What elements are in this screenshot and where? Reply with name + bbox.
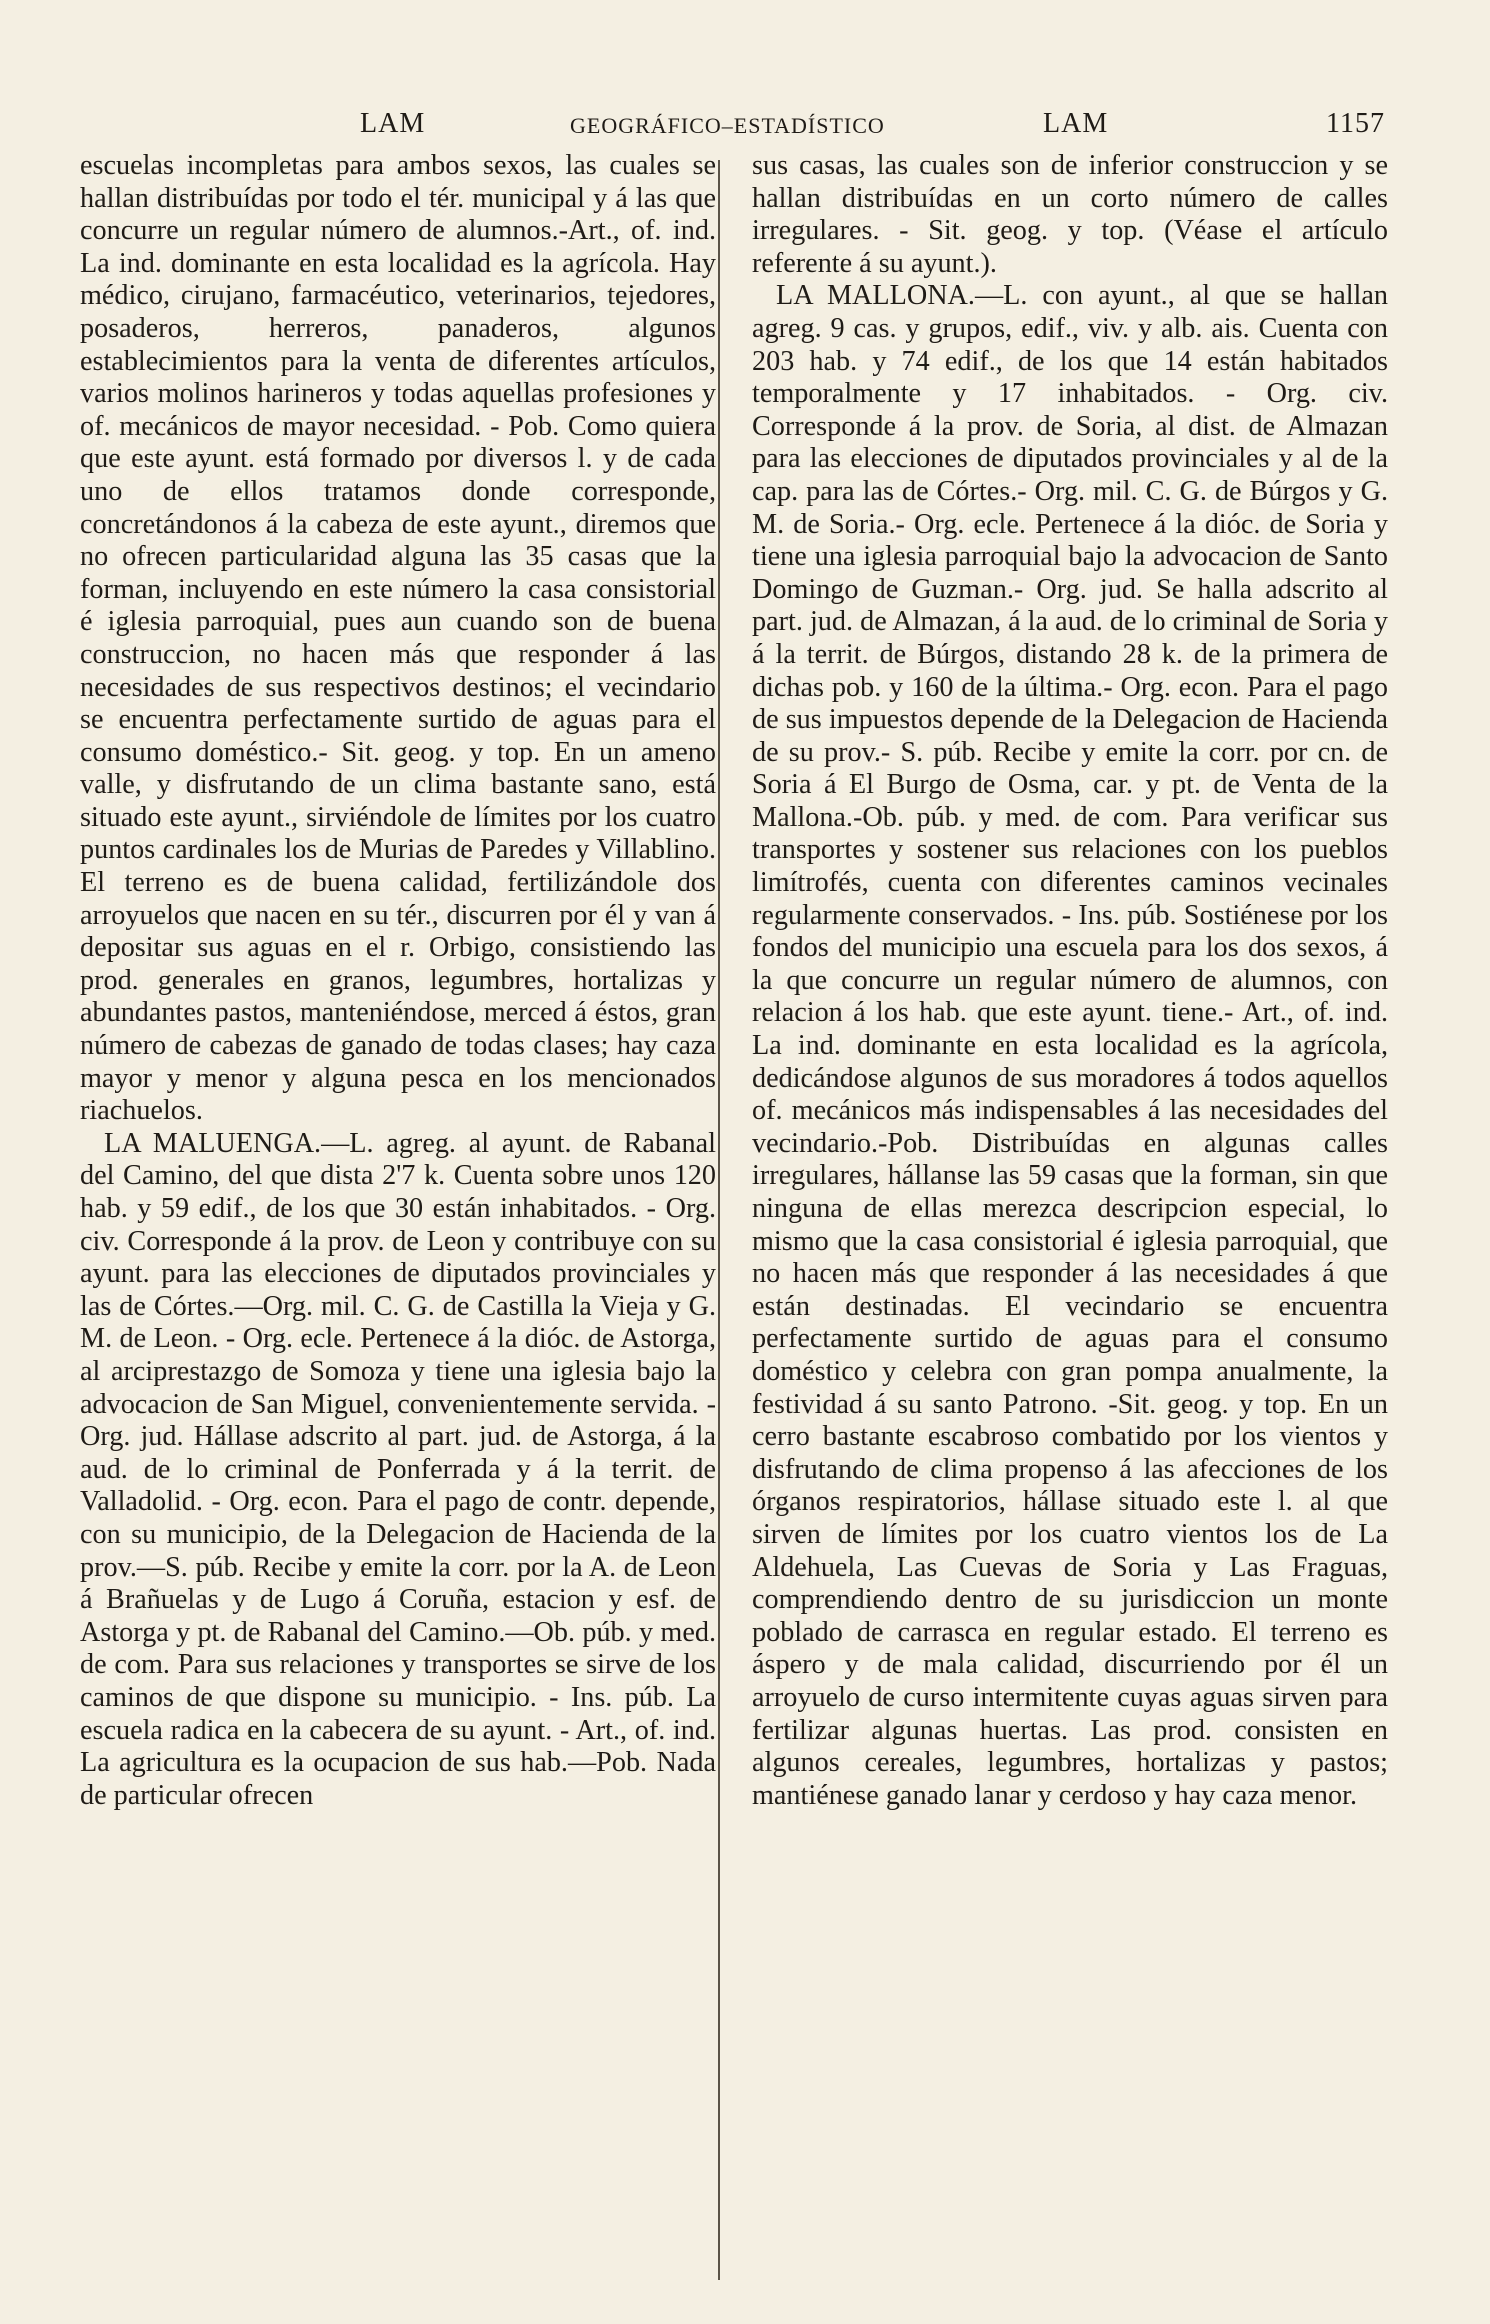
header-title: GEOGRÁFICO–ESTADÍSTICO xyxy=(570,113,885,138)
header-left-word: LAM xyxy=(360,108,426,139)
right-paragraph: LA MALLONA.—L. con ayunt., al que se hallan agreg. 9 cas. y grupos, edif., viv. y alb. ais. Cuenta con 203 hab. y 74 edif., de los que 14 están habitados temporalmente y 17 inhabitados. - Org. civ. Corresponde á la prov. de Soria, al dist. de Almazan para las elecciones de diputados provinciales y al de la cap. para las de Córtes.- Org. mil. C. G. de Búrgos y G. M. de Soria.- Org. ecle. Pertenece á la dióc. de Soria y tiene una iglesia parroquial bajo la advocacion de Santo Domingo de Guzman.- Org. jud. Se halla adscrito al part. jud. de Almazan, á la aud. de lo criminal de Soria y á la territ. de Búrgos, distando 28 k. de la primera de dichas pob. y 160 de la última.- Org. econ. Para el pago de sus impuestos depende de la Delegacion de Hacienda de su prov.- S. púb. Recibe y emite la corr. por cn. de Soria á El Burgo de Osma, car. y pt. de Venta de la Mallona.-Ob. púb. y med. de com. Para verificar sus transportes y sostener sus relaciones con los pueblos limítrofés, cuenta con diferentes caminos vecinales regularmente conservados. - Ins. púb. Sostiénese por los fondos del municipio una escuela para los dos sexos, á la que concurre un regular número de alumnos, con relacion á los hab. que este ayunt. tiene.- Art., of. ind. La ind. dominante en esta localidad es la agrícola, dedicándose algunos de sus moradores á todos aquellos of. mecánicos más indispensables á las necesidades del vecindario.-Pob. Distribuídas en algunas calles irregulares, hállanse las 59 casas que la forman, sin que ninguna de ellas merezca descripcion especial, lo mismo que la casa consistorial é iglesia parroquial, que no hacen más que responder á las necesidades á que están destinadas. El vecindario se encuentra perfectamente surtido de aguas para el consumo doméstico y celebra con gran pompa anualmente, la festividad á su santo Patrono. -Sit. geog. y top. En un cerro bastante escabroso combatido por los vientos y disfrutando de clima propenso á las afecciones de los órganos respiratorios, hállase situado este l. al que sirven de límites por los cuatro vientos los de La Aldehuela, Las Cuevas de Soria y Las Fraguas, comprendiendo dentro de su jurisdiccion un monte poblado de carrasca en regular estado. El terreno es áspero y de mala calidad, discurriendo por él un arroyuelo de curso intermitente cuyas aguas sirven para fertilizar algunas huertas. Las prod. consisten en algunos cereales, legumbres, hortalizas y pastos; mantiénese ganado lanar y cerdoso y hay caza menor. xyxy=(752,280,1388,1811)
left-column xyxy=(80,150,716,1812)
left-paragraph: escuelas incompletas para ambos sexos, las cuales se hallan distribuídas por todo el tér. municipal y á las que concurre un regular número de alumnos.-Art., of. ind. La ind. dominante en esta localidad es la agrícola. Hay médico, cirujano, farmacéutico, veterinarios, tejedores, posaderos, herreros, panaderos, algunos establecimientos para la venta de diferentes artículos, varios molinos harineros y todas aquellas profesiones y of. mecánicos de mayor necesidad. - Pob. Como quiera que este ayunt. está formado por diversos l. y de cada uno de ellos tratamos donde corresponde, concretándonos á la cabeza de este ayunt., diremos que no ofrecen particularidad alguna las 35 casas que la forman, incluyendo en este número la casa consistorial é iglesia parroquial, pues aun cuando son de buena construccion, no hacen más que responder á las necesidades de sus respectivos destinos; el vecindario se encuentra perfectamente surtido de aguas para el consumo doméstico.- Sit. geog. y top. En un ameno valle, y disfrutando de un clima bastante sano, está situado este ayunt., sirviéndole de límites por los cuatro puntos cardinales los de Murias de Paredes y Villablino. El terreno es de buena calidad, fertilizándole dos arroyuelos que nacen en su tér., discurren por él y van á depositar sus aguas en el r. Orbigo, consistiendo las prod. generales en granos, legumbres, hortalizas y abundantes pastos, manteniéndose, merced á éstos, gran número de cabezas de ganado de todas clases; hay caza mayor y menor y alguna pesca en los mencionados riachuelos. xyxy=(80,150,716,1127)
page-number: 1157 xyxy=(1326,108,1385,139)
right-column xyxy=(752,150,1388,1812)
left-paragraph: LA MALUENGA.—L. agreg. al ayunt. de Rabanal del Camino, del que dista 2'7 k. Cuenta sobre unos 120 hab. y 59 edif., de los que 30 están inhabitados. - Org. civ. Corresponde á la prov. de Leon y contribuye con su ayunt. para las elecciones de diputados provinciales y las de Córtes.—Org. mil. C. G. de Castilla la Vieja y G. M. de Leon. - Org. ecle. Pertenece á la dióc. de Astorga, al arciprestazgo de Somoza y tiene una iglesia bajo la advocacion de San Miguel, convenientemente servida. - Org. jud. Hállase adscrito al part. jud. de Astorga, á la aud. de lo criminal de Ponferrada y á la territ. de Valladolid. - Org. econ. Para el pago de contr. depende, con su municipio, de la Delegacion de Hacienda de la prov.—S. púb. Recibe y emite la corr. por la A. de Leon á Brañuelas y de Lugo á Coruña, estacion y esf. de Astorga y pt. de Rabanal del Camino.—Ob. púb. y med. de com. Para sus relaciones y transportes se sirve de los caminos de que dispone su municipio. - Ins. púb. La escuela radica en la cabecera de su ayunt. - Art., of. ind. La agricultura es la ocupacion de sus hab.—Pob. Nada de particular ofrecen xyxy=(80,1127,716,1811)
header-right-word: LAM xyxy=(1043,108,1109,139)
right-paragraph: sus casas, las cuales son de inferior construccion y se hallan distribuídas en un corto número de calles irregulares. - Sit. geog. y top. (Véase el artículo referente á su ayunt.). xyxy=(752,150,1388,279)
column-divider xyxy=(718,160,720,2280)
running-header xyxy=(0,108,1490,148)
